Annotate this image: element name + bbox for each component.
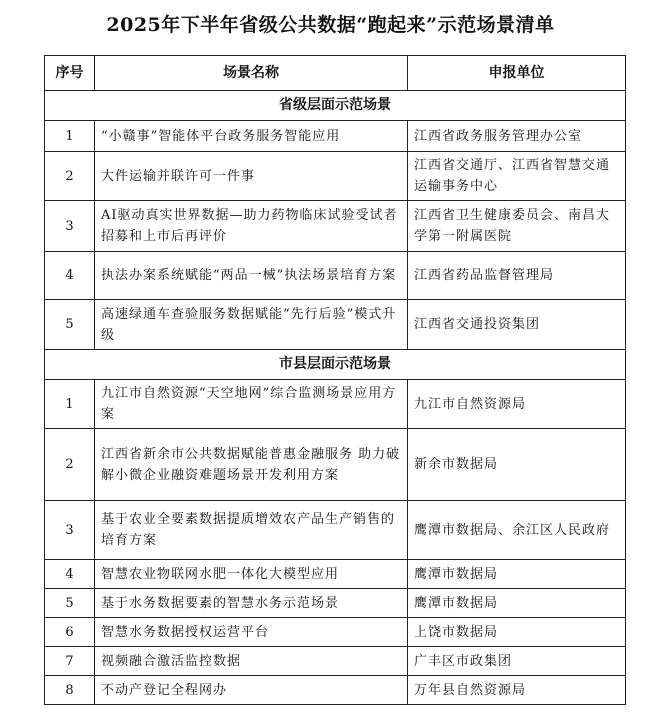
row-no: 6	[45, 618, 95, 647]
row-unit: 鹰潭市数据局、余江区人民政府	[408, 501, 626, 560]
section-row-city-county	[45, 350, 626, 380]
header-no: 序号	[45, 56, 95, 91]
table-row	[45, 589, 626, 618]
row-no: 3	[45, 501, 95, 560]
table-row	[45, 560, 626, 589]
row-no: 1	[45, 380, 95, 429]
row-unit: 江西省交通投资集团	[408, 300, 626, 350]
row-scene-name: 不动产登记全程网办	[95, 676, 408, 705]
section-title: 市县层面示范场景	[45, 350, 626, 380]
row-unit: 鹰潭市数据局	[408, 589, 626, 618]
table-row	[45, 429, 626, 501]
table-header-row	[45, 56, 626, 91]
row-unit: 江西省交通厅、江西省智慧交通运输事务中心	[408, 152, 626, 201]
row-scene-name: 江西省新余市公共数据赋能普惠金融服务 助力破解小微企业融资难题场景开发利用方案	[95, 429, 408, 501]
row-no: 4	[45, 560, 95, 589]
row-unit: 上饶市数据局	[408, 618, 626, 647]
row-unit: 九江市自然资源局	[408, 380, 626, 429]
row-scene-name: 基于农业全要素数据提质增效农产品生产销售的培育方案	[95, 501, 408, 560]
table-row	[45, 252, 626, 300]
header-unit: 申报单位	[408, 56, 626, 91]
section-title: 省级层面示范场景	[45, 91, 626, 121]
row-scene-name: AI驱动真实世界数据—助力药物临床试验受试者招募和上市后再评价	[95, 201, 408, 252]
row-scene-name: “小赣事”智能体平台政务服务智能应用	[95, 121, 408, 152]
row-no: 7	[45, 647, 95, 676]
row-no: 1	[45, 121, 95, 152]
row-scene-name: 智慧水务数据授权运营平台	[95, 618, 408, 647]
table-row	[45, 121, 626, 152]
row-scene-name: 智慧农业物联网水肥一体化大模型应用	[95, 560, 408, 589]
table-row	[45, 201, 626, 252]
table-row	[45, 618, 626, 647]
table-row	[45, 676, 626, 705]
header-scene-name: 场景名称	[95, 56, 408, 91]
table-row	[45, 647, 626, 676]
row-unit: 江西省药品监督管理局	[408, 252, 626, 300]
row-unit: 广丰区市政集团	[408, 647, 626, 676]
row-no: 8	[45, 676, 95, 705]
table-row	[45, 380, 626, 429]
table-row	[45, 300, 626, 350]
row-scene-name: 视频融合激活监控数据	[95, 647, 408, 676]
row-scene-name: 基于水务数据要素的智慧水务示范场景	[95, 589, 408, 618]
row-scene-name: 高速绿通车查验服务数据赋能“先行后验”模式升级	[95, 300, 408, 350]
table-row	[45, 501, 626, 560]
row-scene-name: 执法办案系统赋能“两品一械”执法场景培育方案	[95, 252, 408, 300]
row-scene-name: 大件运输并联许可一件事	[95, 152, 408, 201]
row-unit: 万年县自然资源局	[408, 676, 626, 705]
row-unit: 新余市数据局	[408, 429, 626, 501]
section-row-provincial	[45, 91, 626, 121]
row-no: 5	[45, 300, 95, 350]
row-no: 2	[45, 152, 95, 201]
row-unit: 鹰潭市数据局	[408, 560, 626, 589]
row-scene-name: 九江市自然资源“天空地网”综合监测场景应用方案	[95, 380, 408, 429]
row-unit: 江西省卫生健康委员会、南昌大学第一附属医院	[408, 201, 626, 252]
table-row	[45, 152, 626, 201]
row-no: 2	[45, 429, 95, 501]
row-no: 3	[45, 201, 95, 252]
row-no: 5	[45, 589, 95, 618]
row-no: 4	[45, 252, 95, 300]
scene-list-table	[44, 55, 626, 705]
document-title: 2025年下半年省级公共数据“跑起来”示范场景清单	[106, 14, 555, 36]
row-unit: 江西省政务服务管理办公室	[408, 121, 626, 152]
